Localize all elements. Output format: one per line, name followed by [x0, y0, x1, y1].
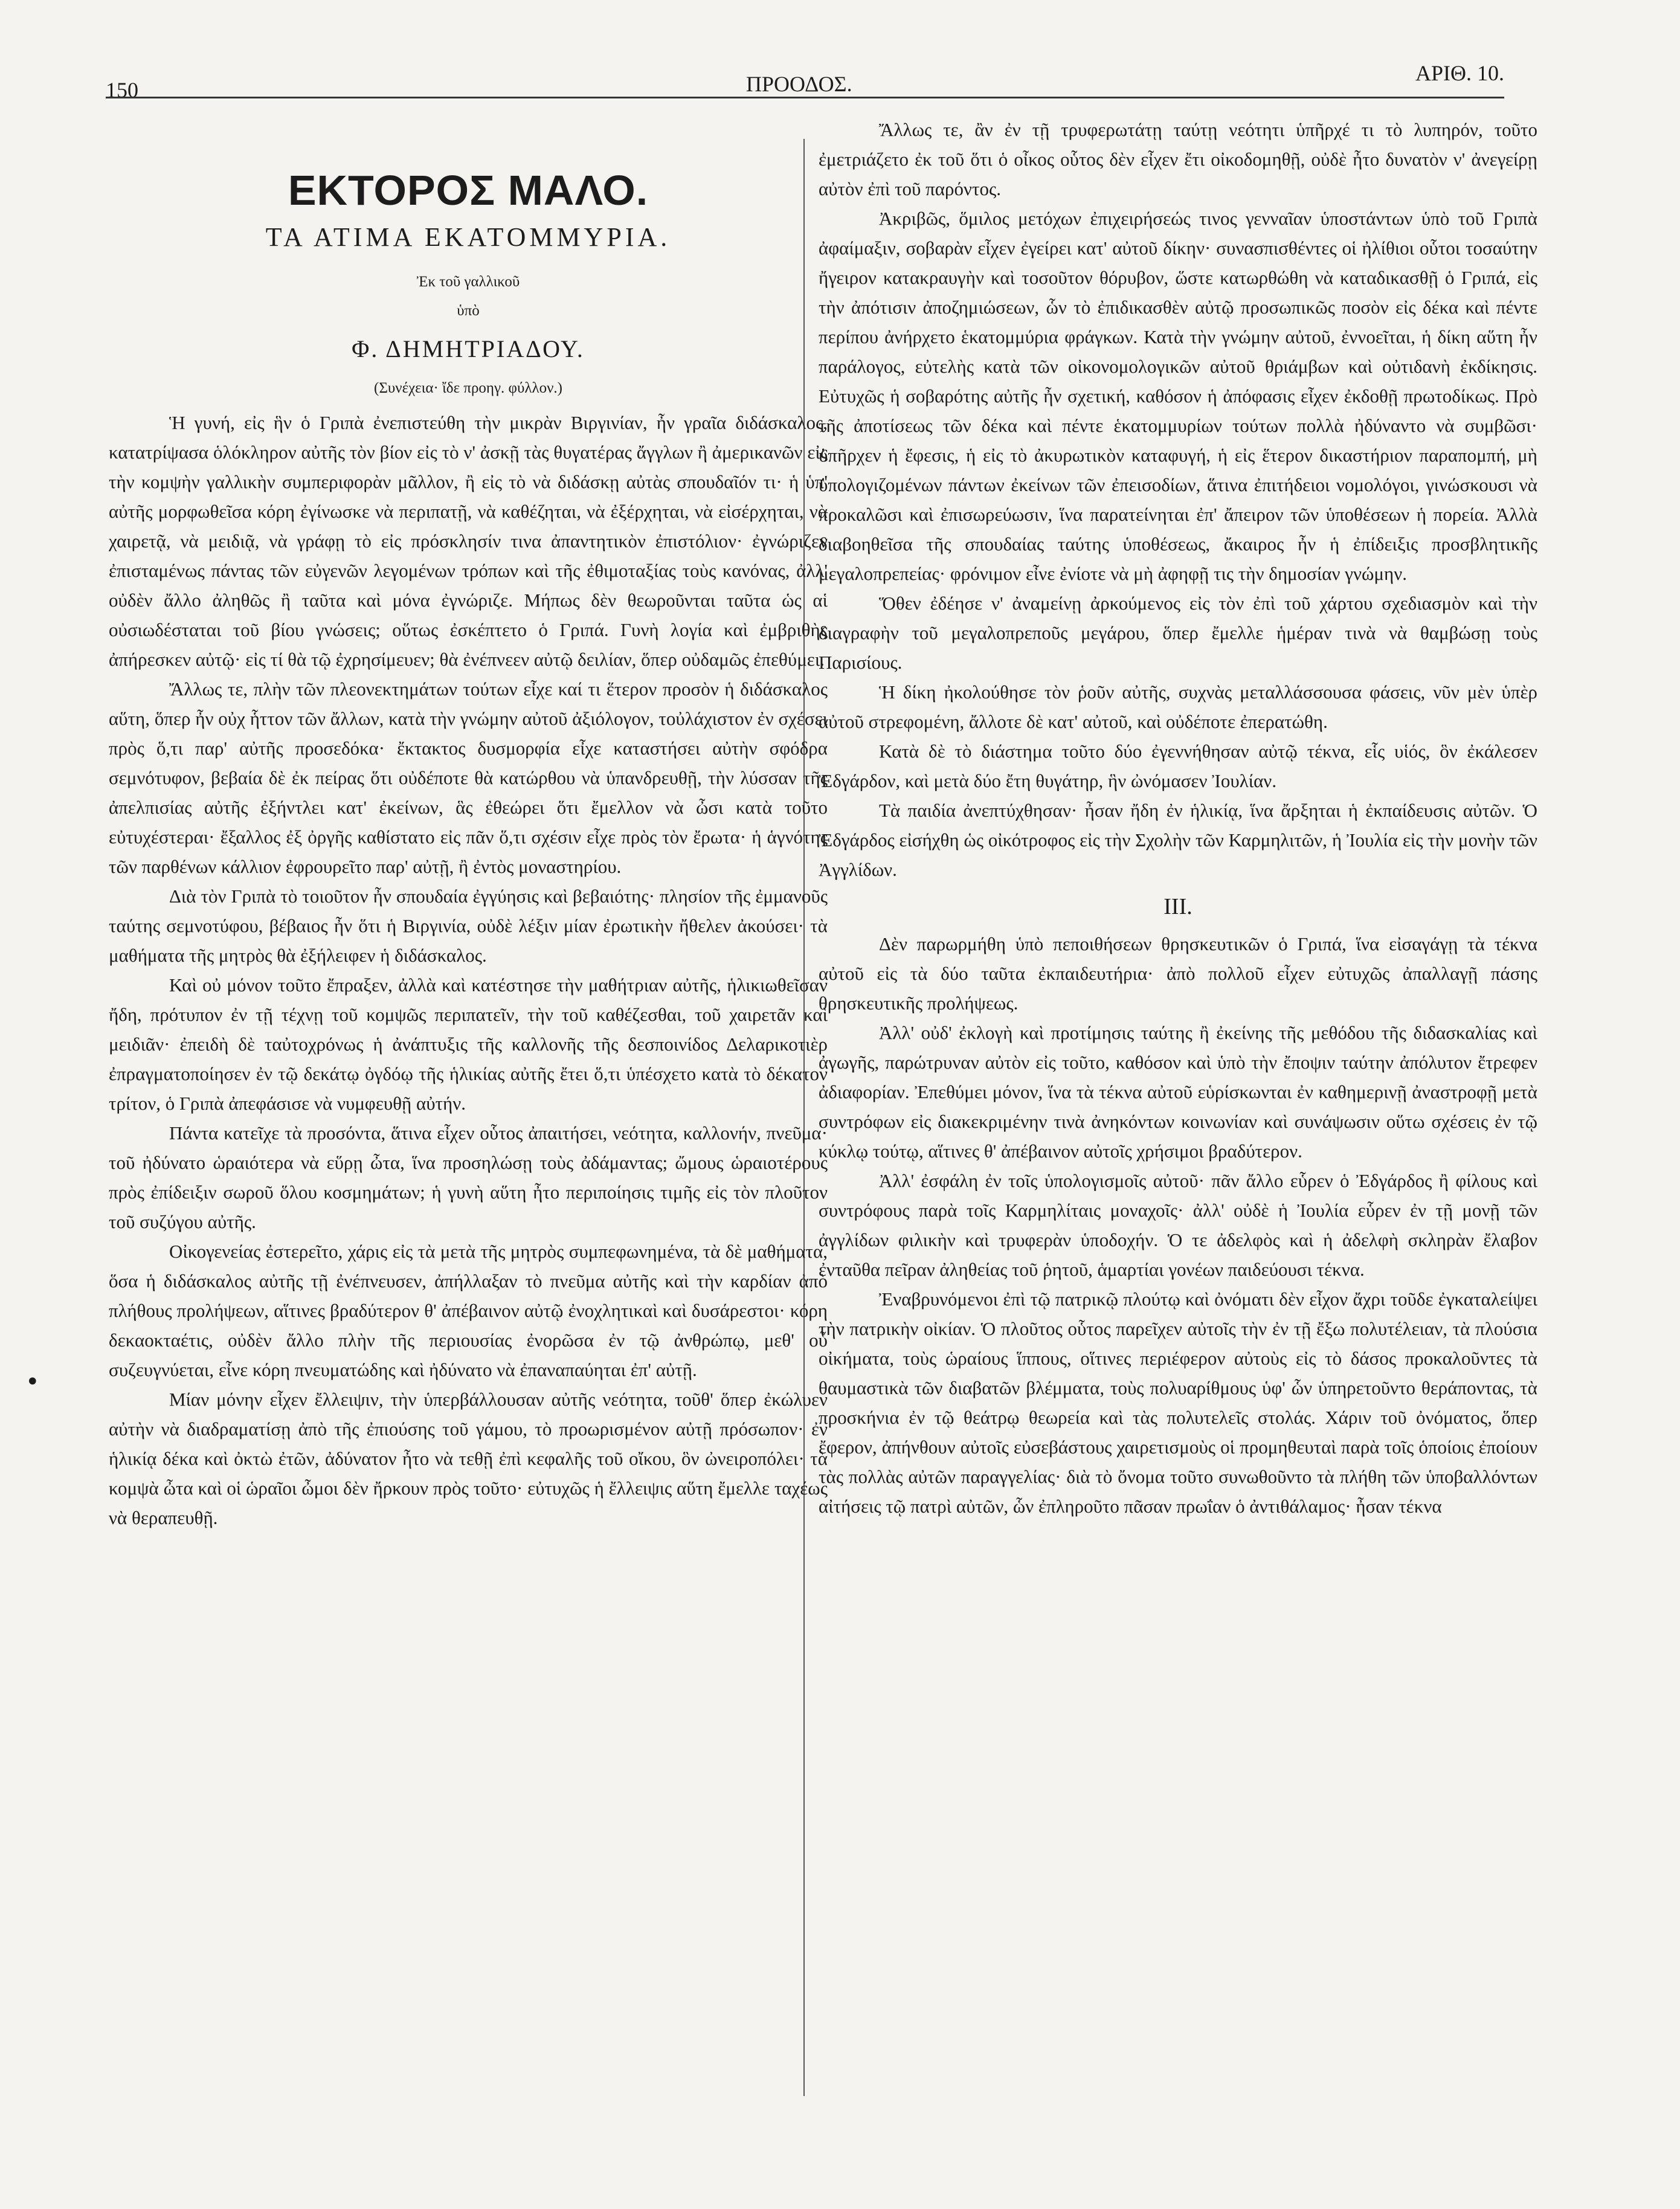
paragraph: Ἐναβρυνόμενοι ἐπὶ τῷ πατρικῷ πλούτῳ καὶ ὀνόματι δὲν εἶχον ἄχρι τοῦδε ἐγκαταλείψει τὴν πατρικὴν οἰκίαν. Ὁ πλοῦτος οὗτος παρεῖχεν αὐτοῖς τὴν ἐν τῇ ἔξω πολυτέλειαν, τὰ πλούσια οἰκήματα, τοὺς ὡραίους ἵππους, οἵτινες περιέφερον αὐτοὺς εἰς τὸ δάσος προκαλοῦντες τὰ θαυμαστικὰ τῶν διαβατῶν βλέμματα, τοὺς πολυαρίθμους ὑφ' ὧν ὑπηρετοῦντο θεράποντας, τὰ προσκήνια ἐν τῷ θεάτρῳ θεωρεία καὶ τὰς πολυτελεῖς στολάς. Χάριν τοῦ ὀνόματος, ὅπερ ἔφερον, ἀπήνθουν αὐτοῖς εὐσεβάστους χαιρετισμοὺς οἱ προμηθευταὶ παρὰ τοῖς ὁποίοις ἐποίουν τὰς πολλὰς αὐτῶν παραγγελίας· διὰ τὸ ὄνομα τοῦτο συνωθοῦντο τὰ πλήθη τῶν ὑποβαλλόντων αἰτήσεις τῷ πατρὶ αὐτῶν, ὧν ἐπληροῦτο πᾶσαν πρωΐαν ὁ ἀντιθάλαμος· ἦσαν τέκνα — [819, 1288, 1537, 1517]
section-heading: III. — [1163, 894, 1192, 919]
article-title: ΕΚΤΟΡΟΣ ΜΑΛΟ. — [288, 167, 649, 214]
translator: Φ. ΔΗΜΗΤΡΙΑΔΟΥ. — [352, 335, 585, 362]
paragraph: Ἀλλ' οὐδ' ἐκλογὴ καὶ προτίμησις ταύτης ἢ ἐκείνης τῆς μεθόδου τῆς διδασκαλίας καὶ ἀγωγῆς, παρώτρυναν αὐτὸν εἰς τοῦτο, καθόσον καὶ ὑπὸ τὴν ἔποψιν ταύτην ἀπόλυτον ἔτρεφεν ἀδιαφορίαν. Ἐπεθύμει μόνον, ἵνα τὰ τέκνα αὐτοῦ εὑρίσκωνται ἐν καθημερινῇ ἀναστροφῇ μετὰ συντρόφων εἰς διακεκριμένην τινὰ ἀνηκόντων κοινωνίαν καὶ συνάψωσιν οὕτω σχέσεις ἐν τῷ κύκλῳ τούτῳ, αἵτινες θ' ἀπέβαινον αὐτοῖς χρήσιμοι βραδύτερον. — [819, 1022, 1537, 1162]
paragraph: Ἡ δίκη ἠκολούθησε τὸν ῥοῦν αὐτῆς, συχνὰς μεταλλάσσουσα φάσεις, νῦν μὲν ὑπὲρ αὐτοῦ στρεφομένη, ἄλλοτε δὲ κατ' αὐτοῦ, καὶ οὐδέποτε ἐπερατώθη. — [819, 681, 1537, 732]
paragraph: Μίαν μόνην εἶχεν ἔλλειψιν, τὴν ὑπερβάλλουσαν αὐτῆς νεότητα, τοῦθ' ὅπερ ἐκώλυεν αὐτὴν νὰ διαδραματίσῃ ἀπὸ τῆς ἐπιούσης τοῦ γάμου, τὸ προωρισμένον αὐτῇ πρόσωπον· ἐν ἡλικίᾳ δέκα καὶ ὀκτὼ ἐτῶν, ἀδύνατον ἦτο νὰ τεθῇ ἐπὶ κεφαλῆς τοῦ οἴκου, ὃν ὠνειροπόλει· τὰ κομψὰ ὦτα καὶ οἱ ὡραῖοι ὦμοι δὲν ἤρκουν πρὸς τοῦτο· εὐτυχῶς ἡ ἔλλειψις αὕτη ἔμελλε ταχέως νὰ θεραπευθῇ. — [109, 1389, 828, 1528]
margin-mark: • — [25, 1368, 40, 1396]
paragraph: Καὶ οὐ μόνον τοῦτο ἔπραξεν, ἀλλὰ καὶ κατέστησε τὴν μαθήτριαν αὐτῆς, ἡλικιωθεῖσαν ἤδη, πρότυπον ἐν τῇ τέχνῃ τοῦ κομψῶς περιπατεῖν, τὴν τοῦ καθέζεσθαι, τοῦ χαιρετᾶν καὶ μειδιᾶν· ἐπειδὴ δὲ ταὐτοχρόνως ἡ ἀνάπτυξις τῆς καλλονῆς τῆς δεσποινίδος Δελαρικοτιὲρ ἐπραγματοποίησεν ἐν τῷ δεκάτῳ ὀγδόῳ τῆς ἡλικίας αὐτῆς ἔτει ὅ,τι ὑπέσχετο κατὰ τὸ δέκατον τρίτον, ὁ Γριπὰ ἀπεφάσισε νὰ νυμφευθῇ αὐτήν. — [109, 974, 828, 1114]
header-rule — [106, 97, 1504, 98]
page-number: 150 — [106, 78, 138, 102]
right-column — [819, 115, 1537, 1521]
paragraph: Ὅθεν ἐδέησε ν' ἀναμείνῃ ἀρκούμενος εἰς τὸν ἐπὶ τοῦ χάρτου σχεδιασμὸν καὶ τὴν διαγραφὴν τοῦ μεγαλοπρεποῦς μεγάρου, ὅπερ ἔμελλε ἡμέραν τινὰ νὰ θαμβώσῃ τοὺς Παρισίους. — [819, 593, 1537, 673]
left-column — [109, 115, 828, 1532]
paragraph: Τὰ παιδία ἀνεπτύχθησαν· ἦσαν ἤδη ἐν ἡλικίᾳ, ἵνα ἄρξηται ἡ ἐκπαίδευσις αὐτῶν. Ὁ Ἐδγάρδος εἰσήχθη ὡς οἰκότροφος εἰς τὴν Σχολὴν τῶν Καρμηλιτῶν, ἡ Ἰουλία εἰς τὴν μονὴν τῶν Ἀγγλίδων. — [819, 800, 1537, 880]
by-line: ὑπὸ — [457, 303, 480, 319]
paragraph: Κατὰ δὲ τὸ διάστημα τοῦτο δύο ἐγεννήθησαν αὐτῷ τέκνα, εἷς υἱός, ὃν ἐκάλεσεν Ἐδγάρδον, καὶ μετὰ δύο ἔτη θυγάτηρ, ἣν ὠνόμασεν Ἰουλίαν. — [819, 741, 1537, 791]
paragraph: Ἄλλως τε, πλὴν τῶν πλεονεκτημάτων τούτων εἶχε καί τι ἕτερον προσὸν ἡ διδάσκαλος αὕτη, ὅπερ ἦν οὐχ ἧττον τῶν ἄλλων, κατὰ τὴν γνώμην αὐτοῦ ἀξιόλογον, τοὐλάχιστον ἐν σχέσει πρὸς ὅ,τι παρ' αὐτῆς προσεδόκα· ἔκτακτος δυσμορφία εἶχε καταστήσει αὐτὴν σφόδρα σεμνότυφον, βεβαία δὲ ἐκ πείρας ὅτι οὐδέποτε θὰ κατώρθου νὰ ὑπανδρευθῇ, τὴν λύσσαν τῆς ἀπελπισίας αὐτῆς ἐξήντλει κατ' ἐκείνων, ἃς ἐθεώρει ὅτι ἔμελλον νὰ ὦσι κατὰ τοῦτο εὐτυχέστεραι· ἔξαλλος ἐξ ὀργῆς καθίστατο εἰς πᾶν ὅ,τι σχέσιν εἶχε πρὸς τὸν ἔρωτα· ἡ ἁγνότης τῶν παρθένων κάλλιον ἐφρουρεῖτο παρ' αὐτῇ, ἢ ἐντὸς μοναστηρίου. — [109, 678, 828, 877]
article-subtitle: ΤΑ ΑΤΙΜΑ ΕΚΑΤΟΜΜΥΡΙΑ. — [265, 222, 671, 252]
paragraph: Οἰκογενείας ἐστερεῖτο, χάρις εἰς τὰ μετὰ τῆς μητρὸς συμπεφωνημένα, τὰ δὲ μαθήματα, ὅσα ἡ διδάσκαλος αὐτῆς τῇ ἐνέπνευσεν, ἀπήλλαξαν τὸ πνεῦμα αὐτῆς καὶ τὴν καρδίαν ἀπὸ πλήθους προλήψεων, αἵτινες βραδύτερον θ' ἀπέβαινον αὐτῷ ἐνοχλητικαὶ καὶ δυσάρεστοι· κόρη δεκαοκταέτις, οὐδὲν ἄλλο πλὴν τῆς περιουσίας ἐνορῶσα ἐν τῷ ἀνθρώπῳ, μεθ' οὗ συζευγνύεται, εἶνε κόρη πνευματώδης καὶ ἠδύνατο νὰ ἐπαναπαύηται ἐπ' αὐτῇ. — [109, 1241, 828, 1380]
from-line: Ἐκ τοῦ γαλλικοῦ — [416, 274, 520, 290]
paragraph: Δὲν παρωρμήθη ὑπὸ πεποιθήσεων θρησκευτικῶν ὁ Γριπά, ἵνα εἰσαγάγῃ τὰ τέκνα αὐτοῦ εἰς τὰ δύο ταῦτα ἐκπαιδευτήρια· ἀπὸ πολλοῦ εἶχεν εὐτυχῶς ἀπαλλαγῇ πάσης θρησκευτικῆς προλήψεως. — [819, 933, 1537, 1014]
paragraph: Ἀλλ' ἐσφάλη ἐν τοῖς ὑπολογισμοῖς αὐτοῦ· πᾶν ἄλλο εὗρεν ὁ Ἐδγάρδος ἢ φίλους καὶ συντρόφους παρὰ τοῖς Καρμηλίταις μοναχοῖς· ἀλλ' οὐδὲ ἡ Ἰουλία εὗρεν ἐν τῇ μονῇ τῶν ἀγγλίδων φιλικὴν καὶ τρυφερὰν ὑποδοχήν. Ὁ τε ἀδελφὸς καὶ ἡ ἀδελφὴ σκληρὰν ἔλαβον ἐνταῦθα πεῖραν ἀληθείας τοῦ ῥητοῦ, ἁμαρτίαι γονέων παιδεύουσι τέκνα. — [819, 1170, 1537, 1280]
paragraph: Διὰ τὸν Γριπὰ τὸ τοιοῦτον ἦν σπουδαία ἐγγύησις καὶ βεβαιότης· πλησίον τῆς ἐμμανοῦς ταύτης σεμνοτύφου, βέβαιος ἦν ὅτι ἡ Βιργινία, οὐδὲ λέξιν μίαν ἐρωτικὴν ἤθελεν ἀκούσει· τὰ μαθήματα τῆς μητρὸς θὰ ἐξήλειφεν ἡ διδάσκαλος. — [109, 886, 828, 966]
page-header — [106, 60, 1504, 102]
paragraph: Πάντα κατεῖχε τὰ προσόντα, ἅτινα εἶχεν οὗτος ἀπαιτήσει, νεότητα, καλλονήν, πνεῦμα· τοῦ ἠδύνατο ὡραιότερα νὰ εὕρῃ ὦτα, ἵνα προσηλώσῃ τοὺς ἀδάμαντας; ὤμους ὡραιοτέρους πρὸς ἐπίδειξιν σωροῦ ὅλου κοσμημάτων; ἡ γυνὴ αὕτη ἦτο περιποίησις τιμῆς εἰς τὸν πλοῦτον τοῦ συζύγου αὐτῆς. — [109, 1122, 828, 1232]
paragraph: Ἀκριβῶς, ὅμιλος μετόχων ἐπιχειρήσεώς τινος γενναῖαν ὑποστάντων ὑπὸ τοῦ Γριπὰ ἀφαίμαξιν, σοβαρὰν εἶχεν ἐγείρει κατ' αὐτοῦ δίκην· συνασπισθέντες οἱ ἠλίθιοι οὗτοι τοσαύτην ἤγειρον κατακραυγὴν καὶ τοσοῦτον θόρυβον, ὥστε κατωρθώθη νὰ καταδικασθῇ ὁ Γριπά, εἰς τὴν ἀπότισιν ἀποζημιώσεων, ὧν τὸ ἐπιδικασθὲν αὐτῷ προσωπικῶς ποσὸν εἰς δέκα καὶ πέντε περίπου ἀνήρχετο ἑκατομμύρια φράγκων. Κατὰ τὴν γνώμην αὐτοῦ, ἐννοεῖται, ἡ δίκη αὕτη ἦν παράλογος, εὐτελὴς κατὰ τῶν οἰκονομολογικῶν αὐτοῦ θριάμβων καὶ οὐτιδανὴ ἐκδίκησις. Εὐτυχῶς ἡ σοβαρότης αὐτῆς ἦν σχετική, καθόσον ἡ ἀπόφασις εἶχεν ἐκδοθῇ πρωτοδίκως. Πρὸ τῆς ἀποτίσεως τῶν δέκα καὶ πέντε ἑκατομμυρίων τούτων πολλὰ ἠδύναντο νὰ συμβῶσι· ὑπῆρχεν ἡ ἔφεσις, ἡ εἰς τὸ ἀκυρωτικὸν καταφυγή, ἡ εἰς ἕτερον δικαστήριον παραπομπή, μὴ ὑπολογιζομένων πάντων ἐκείνων τῶν ἐπεισοδίων, ἅτινα ἐπιτήδειοι νομολόγοι, γινώσκουσι νὰ προκαλῶσι καὶ ἐπισωρεύωσιν, ἵνα παρατείνηται ἐπ' ἄπειρον τῶν ὑποθέσεων ἡ πορεία. Ἀλλὰ διαβοηθεῖσα τῆς σπουδαίας ταύτης ὑποθέσεως, ἄκαιρος ἦν ἡ ἐπίδειξις προσβλητικῆς μεγαλοπρεπείας· φρόνιμον εἶνε ἐνίοτε νὰ μὴ ἀφηφῇ τις τὴν δημοσίαν γνώμην. — [819, 208, 1537, 584]
paragraph: Ἡ γυνή, εἰς ἣν ὁ Γριπὰ ἐνεπιστεύθη τὴν μικρὰν Βιργινίαν, ἦν γραῖα διδάσκαλος, κατατρίψασα ὁλόκληρον αὐτῆς τὸν βίον εἰς τὸ ν' ἀσκῇ τὰς θυγατέρας ἄγγλων ἢ ἀμερικανῶν εἰς τὴν κομψὴν γαλλικὴν συμπεριφορὰν μᾶλλον, ἢ εἰς τὸ νὰ διδάσκῃ αὐτὰς σπουδαῖόν τι· ἡ ὑπ' αὐτῆς μορφωθεῖσα κόρη ἐγίνωσκε νὰ περιπατῇ, νὰ καθέζηται, νὰ ἐξέρχηται, νὰ εἰσέρχηται, νὰ χαιρετᾷ, νὰ μειδιᾷ, νὰ γράφῃ τὸ εἰς πρόσκλησίν τινα ἀπαντητικὸν ἐπιστόλιον· ἐγνώριζεν ἐπισταμένως πάντας τῶν εὐγενῶν λεγομένων τρόπων καὶ τῆς ἐθιμοταξίας τοὺς κανόνας, ἀλλ' οὐδὲν ἄλλο ἀληθῶς ἢ ταῦτα καὶ μόνα ἐγνώριζε. Μήπως δὲν θεωροῦνται ταῦτα ὡς αἱ οὐσιωδέσταται τοῦ βίου γνώσεις; οὕτως ἐσκέπτετο ὁ Γριπά. Γυνὴ λογία καὶ ἐμβριθὴς ἀπήρεσκεν αὐτῷ· εἰς τί θὰ τῷ ἐχρησίμευεν; θὰ ἐνέπνεεν αὐτῷ δειλίαν, ὅπερ οὐδαμῶς ἐπεθύμει. — [109, 412, 828, 670]
continuation-note: (Συνέχεια· ἴδε προηγ. φύλλον.) — [374, 380, 562, 396]
paragraph: Ἄλλως τε, ἂν ἐν τῇ τρυφερωτάτῃ ταύτῃ νεότητι ὑπῆρχέ τι τὸ λυπηρόν, τοῦτο ἐμετριάζετο ἐκ τοῦ ὅτι ὁ οἶκος οὗτος δὲν εἶχεν ἔτι οἰκοδομηθῇ, οὐδὲ ἦτο δυνατὸν ν' ἀνεγείρῃ αὐτὸν ἐπὶ τοῦ παρόντος. — [819, 119, 1537, 199]
issue-number: ΑΡΙΘ. 10. — [1415, 61, 1504, 85]
journal-title: ΠΡΟΟΔΟΣ. — [746, 72, 852, 96]
